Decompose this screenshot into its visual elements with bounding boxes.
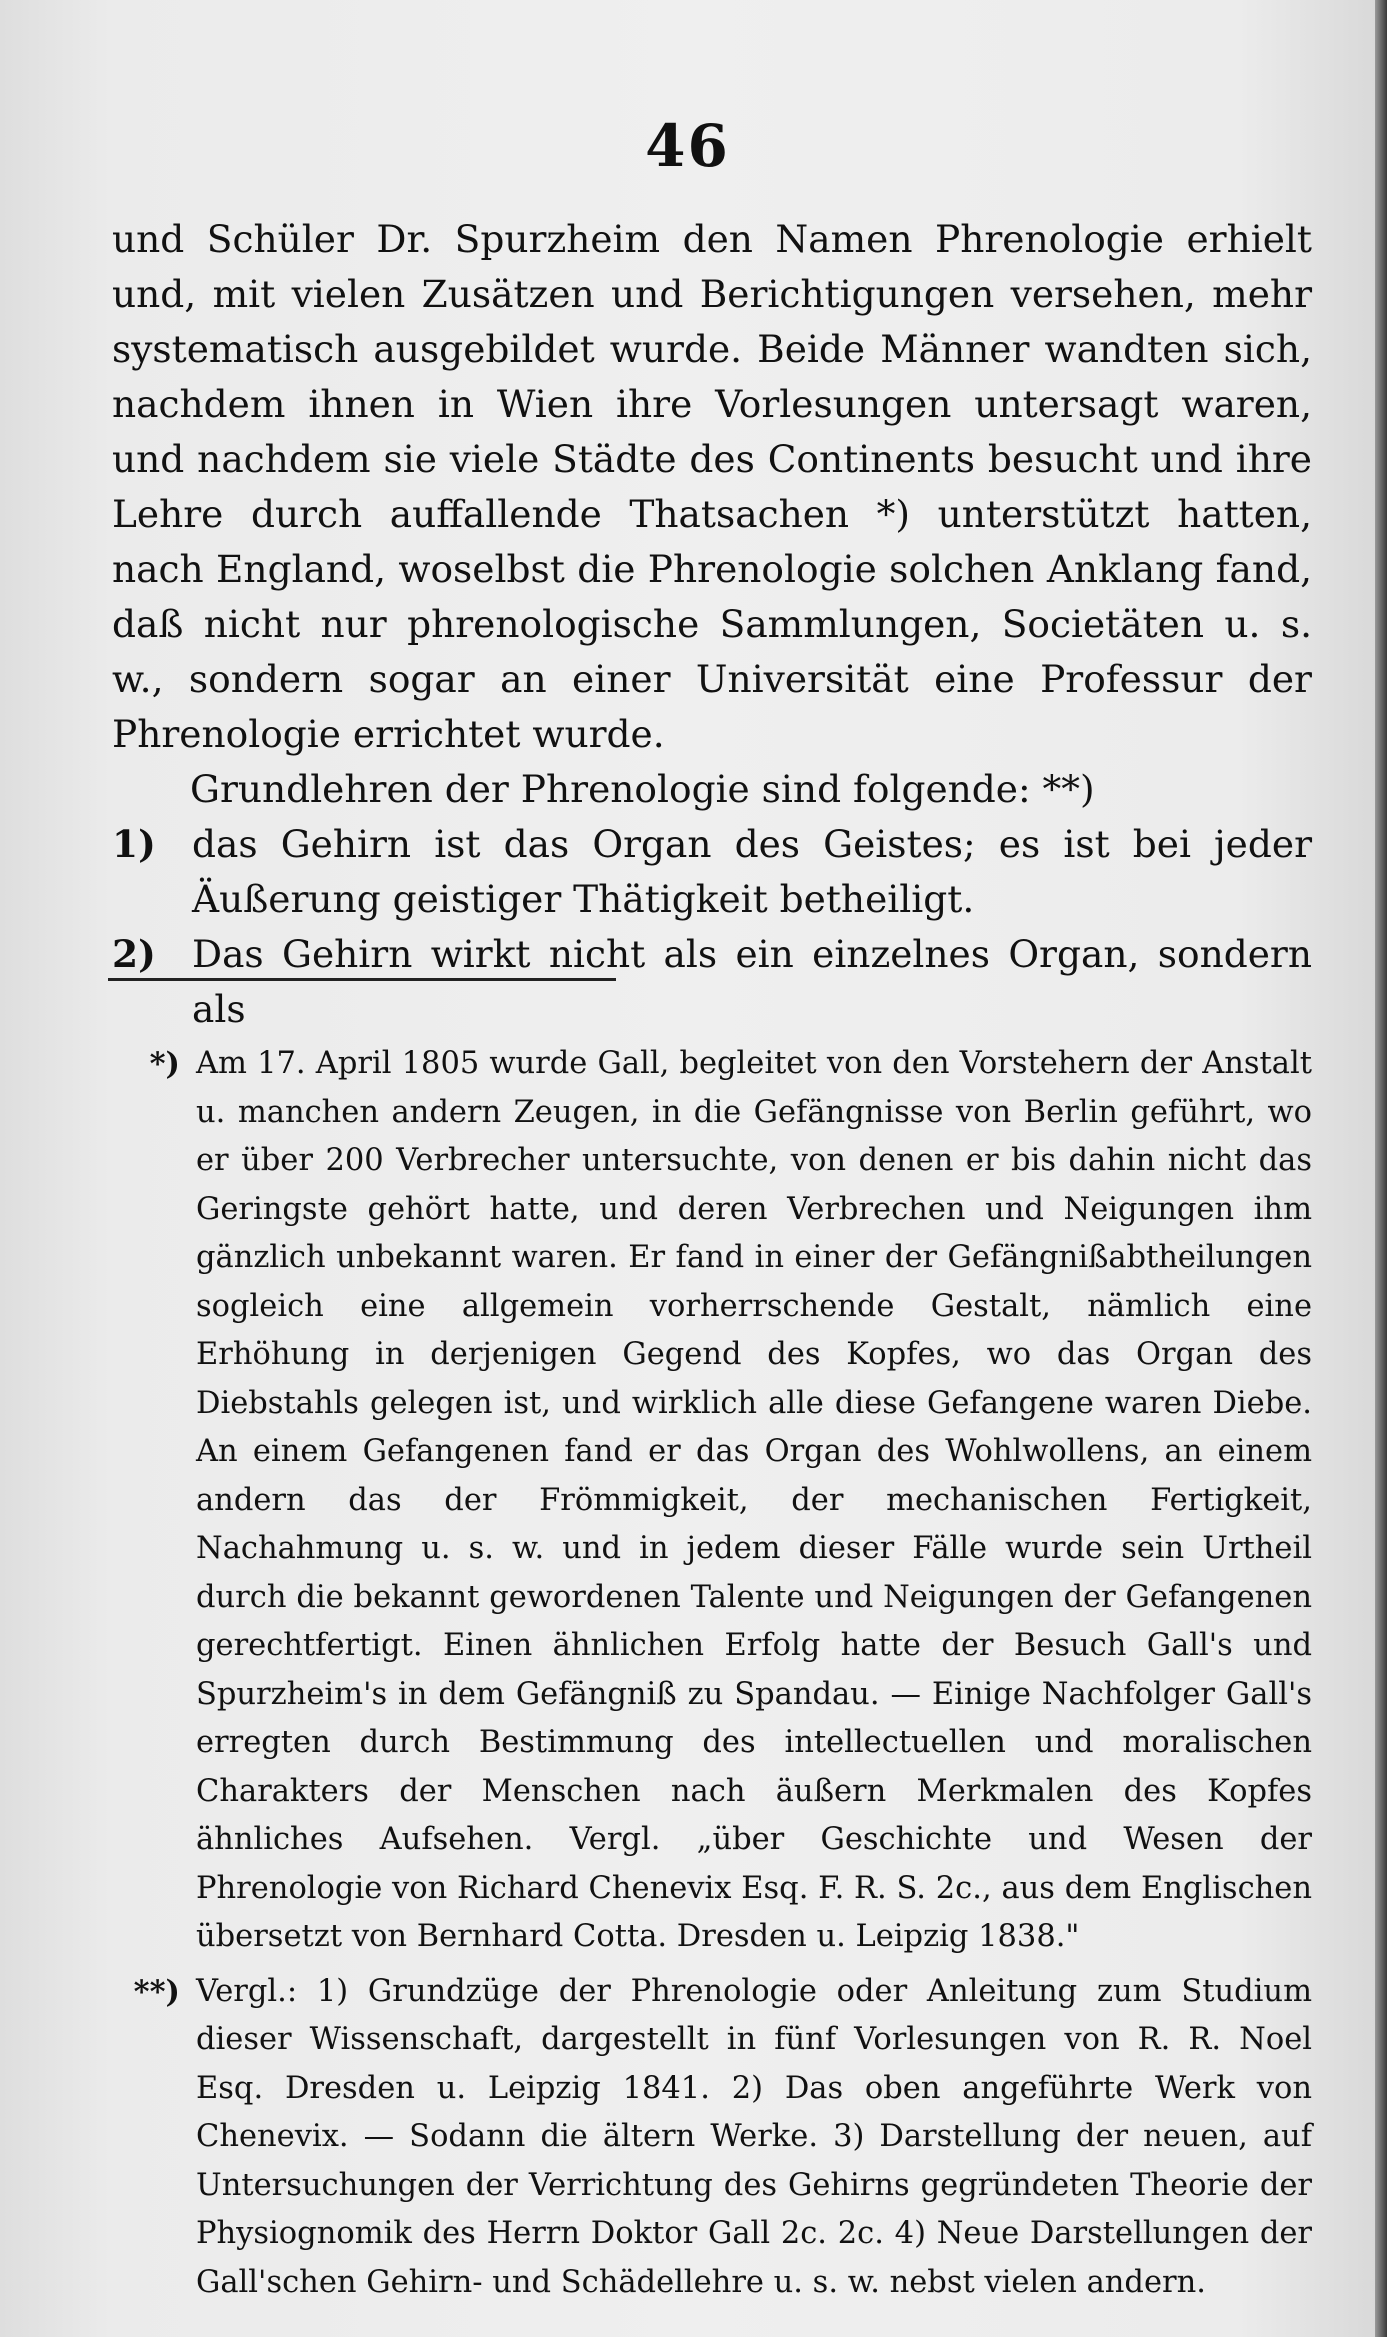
page-number: 46 xyxy=(645,112,730,180)
footnote-mark: *) xyxy=(149,1046,180,1082)
list-item-text: Das Gehirn wirkt nicht als ein einzelnes Organ, sondern als xyxy=(192,932,1312,1031)
list-item-number: 1) xyxy=(112,822,156,866)
main-text xyxy=(112,212,1312,1037)
footnote xyxy=(122,1968,1312,2308)
footnote-text: Am 17. April 1805 wurde Gall, begleitet von den Vorstehern der Anstalt u. manchen andern Zeugen, in die Gefängnisse von Berlin geführt, wo er über 200 Verbrecher untersuchte, von denen er bis dahin nicht das Geringste gehört hatte, und deren Verbrechen und Neigungen ihm gänzlich unbekannt waren. Er fand in einer der Gefängnißabtheilungen sogleich eine allgemein vorherrschende Gestalt, nämlich eine Erhöhung in derjenigen Gegend des Kopfes, wo das Organ des Diebstahls gelegen ist, und wirklich alle diese Gefangene waren Diebe. An einem Gefangenen fand er das Organ des Wohlwollens, an einem andern das der Frömmigkeit, der mechanischen Fertigkeit, Nachahmung u. s. w. und in jedem dieser Fälle wurde sein Urtheil durch die bekannt gewordenen Talente und Neigungen der Gefangenen gerechtfertigt. Einen ähnlichen Erfolg hatte der Besuch Gall's und Spurzheim's in dem Gefängniß zu Spandau. — Einige Nachfolger Gall's erregten durch Bestimmung des intellectuellen und moralischen Charakters der Menschen nach äußern Merkmalen des Kopfes ähnliches Aufsehen. Vergl. „über Geschichte und Wesen der Phrenologie von Richard Chenevix Esq. F. R. S. 2c., aus dem Englischen übersetzt von Bernhard Cotta. Dresden u. Leipzig 1838." xyxy=(196,1046,1312,1954)
list-item-text: das Gehirn ist das Organ des Geistes; es ist bei jeder Äußerung geistiger Thätigkeit betheiligt. xyxy=(192,822,1312,921)
footnote xyxy=(122,1040,1312,1962)
body-paragraph-heading: Grundlehren der Phrenologie sind folgende: **) xyxy=(190,767,1095,811)
list-item xyxy=(112,927,1312,1037)
footnote-mark: **) xyxy=(133,1973,180,2010)
list-item-number: 2) xyxy=(112,932,156,976)
body-paragraph: und Schüler Dr. Spurzheim den Namen Phrenologie erhielt und, mit vielen Zusätzen und Berichtigungen versehen, mehr systematisch ausgebildet wurde. Beide Männer wandten sich, nachdem ihnen in Wien ihre Vorlesungen untersagt waren, und nachdem sie viele Städte des Continents besucht und ihre Lehre durch auffallende Thatsachen *) unterstützt hatten, nach England, woselbst die Phrenologie solchen Anklang fand, daß nicht nur phrenologische Sammlungen, Societäten u. s. w., sondern sogar an einer Universität eine Professur der Phrenologie errichtet wurde. xyxy=(112,217,1312,756)
footnotes xyxy=(122,1040,1312,2313)
footnote-separator xyxy=(108,978,616,981)
page-edge xyxy=(1375,0,1387,2337)
list-item xyxy=(112,817,1312,927)
footnote-text: Vergl.: 1) Grundzüge der Phrenologie oder Anleitung zum Studium dieser Wissenschaft, dargestellt in fünf Vorlesungen von R. R. Noel Esq. Dresden u. Leipzig 1841. 2) Das oben angeführte Werk von Chenevix. — Sodann die ältern Werke. 3) Darstellung der neuen, auf Untersuchungen der Verrichtung des Gehirns gegründeten Theorie der Physiognomik des Herrn Doktor Gall 2c. 2c. 4) Neue Darstellungen der Gall'schen Gehirn- und Schädellehre u. s. w. nebst vielen andern. xyxy=(196,1973,1312,2300)
